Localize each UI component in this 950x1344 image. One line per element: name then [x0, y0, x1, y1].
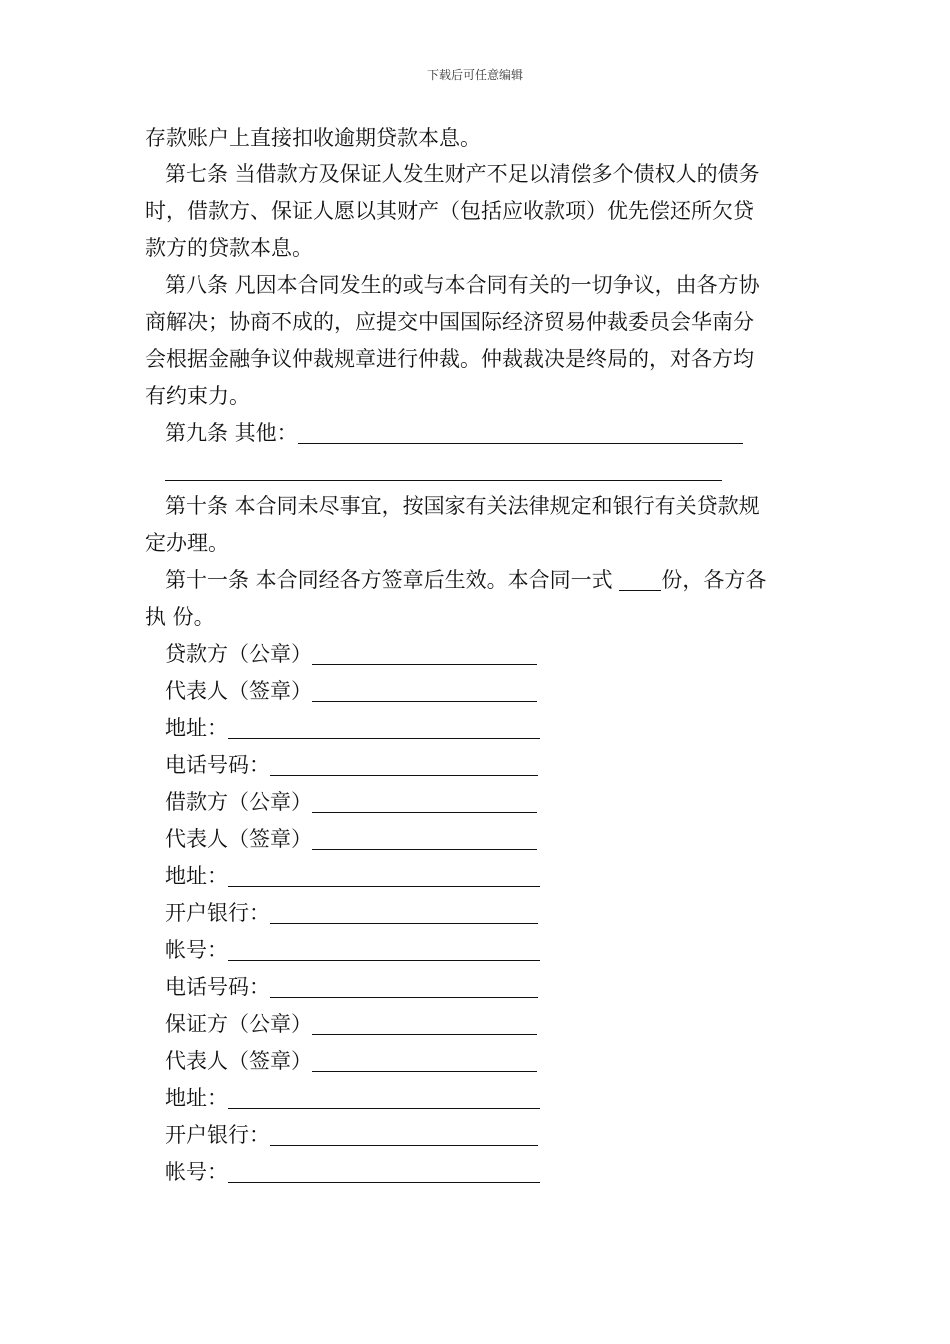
guarantor-rep-row	[165, 1049, 537, 1073]
lender-seal-label: 贷款方（公章）	[165, 642, 312, 666]
lender-seal-row	[165, 642, 537, 666]
article-11-copies-blank[interactable]	[619, 570, 661, 591]
guarantor-addr-row	[165, 1086, 540, 1110]
guarantor-addr-label: 地址：	[165, 1086, 228, 1110]
lender-addr-blank[interactable]	[228, 718, 540, 739]
guarantor-rep-label: 代表人（签章）	[165, 1049, 312, 1073]
borrower-addr-blank[interactable]	[228, 866, 540, 887]
borrower-account-label: 帐号：	[165, 938, 228, 962]
article-10-line-1: 第十条 本合同未尽事宜，按国家有关法律规定和银行有关贷款规	[165, 494, 760, 518]
borrower-phone-label: 电话号码：	[165, 975, 270, 999]
guarantor-seal-label: 保证方（公章）	[165, 1012, 312, 1036]
article-8-line-3: 会根据金融争议仲裁规章进行仲裁。仲裁裁决是终局的，对各方均	[145, 347, 754, 371]
article-7-line-3: 款方的贷款本息。	[145, 236, 313, 260]
borrower-rep-row	[165, 827, 537, 851]
borrower-bank-blank[interactable]	[270, 903, 538, 924]
article-11-text-a: 第十一条 本合同经各方签章后生效。本合同一式	[165, 568, 620, 592]
article-8-line-1: 第八条 凡因本合同发生的或与本合同有关的一切争议，由各方协	[165, 273, 760, 297]
borrower-phone-row	[165, 975, 538, 999]
article-9-label: 第九条 其他：	[165, 421, 298, 445]
article-8-line-4: 有约束力。	[145, 384, 250, 408]
guarantor-rep-blank[interactable]	[312, 1051, 537, 1072]
borrower-addr-label: 地址：	[165, 864, 228, 888]
lender-phone-row	[165, 753, 538, 777]
lender-phone-blank[interactable]	[270, 755, 538, 776]
borrower-bank-label: 开户银行：	[165, 901, 270, 925]
lender-seal-blank[interactable]	[312, 644, 537, 665]
borrower-seal-row	[165, 790, 537, 814]
borrower-seal-blank[interactable]	[312, 792, 537, 813]
article-11-text-b: 份，各方各	[661, 568, 767, 592]
borrower-account-row	[165, 938, 540, 962]
article-9-blank-line-2[interactable]	[165, 460, 722, 481]
article-9-blank-line[interactable]	[298, 423, 743, 444]
lender-rep-label: 代表人（签章）	[165, 679, 312, 703]
article-9-row	[165, 421, 743, 445]
article-7-line-2: 时，借款方、保证人愿以其财产（包括应收款项）优先偿还所欠贷	[145, 199, 754, 223]
lender-rep-row	[165, 679, 537, 703]
lender-rep-blank[interactable]	[312, 681, 537, 702]
borrower-phone-blank[interactable]	[270, 977, 538, 998]
article-8-line-2: 商解决；协商不成的，应提交中国国际经济贸易仲裁委员会华南分	[145, 310, 754, 334]
guarantor-addr-blank[interactable]	[228, 1088, 540, 1109]
borrower-rep-label: 代表人（签章）	[165, 827, 312, 851]
guarantor-account-blank[interactable]	[228, 1162, 540, 1183]
guarantor-seal-blank[interactable]	[312, 1014, 537, 1035]
article-9-continuation-row	[165, 458, 722, 482]
lender-addr-label: 地址：	[165, 716, 228, 740]
borrower-account-blank[interactable]	[228, 940, 540, 961]
guarantor-bank-label: 开户银行：	[165, 1123, 270, 1147]
body-line-continuation: 存款账户上直接扣收逾期贷款本息。	[145, 126, 481, 150]
guarantor-bank-row	[165, 1123, 538, 1147]
lender-phone-label: 电话号码：	[165, 753, 270, 777]
article-11-line-2: 执 份。	[145, 605, 215, 629]
article-10-line-2: 定办理。	[145, 531, 229, 555]
borrower-seal-label: 借款方（公章）	[165, 790, 312, 814]
borrower-rep-blank[interactable]	[312, 829, 537, 850]
guarantor-seal-row	[165, 1012, 537, 1036]
article-7-line-1: 第七条 当借款方及保证人发生财产不足以清偿多个债权人的债务	[165, 162, 760, 186]
borrower-addr-row	[165, 864, 540, 888]
borrower-bank-row	[165, 901, 538, 925]
lender-addr-row	[165, 716, 540, 740]
guarantor-bank-blank[interactable]	[270, 1125, 538, 1146]
article-11-line-1	[165, 568, 766, 592]
guarantor-account-row	[165, 1160, 540, 1184]
page-header-note: 下载后可任意编辑	[426, 68, 523, 82]
guarantor-account-label: 帐号：	[165, 1160, 228, 1184]
